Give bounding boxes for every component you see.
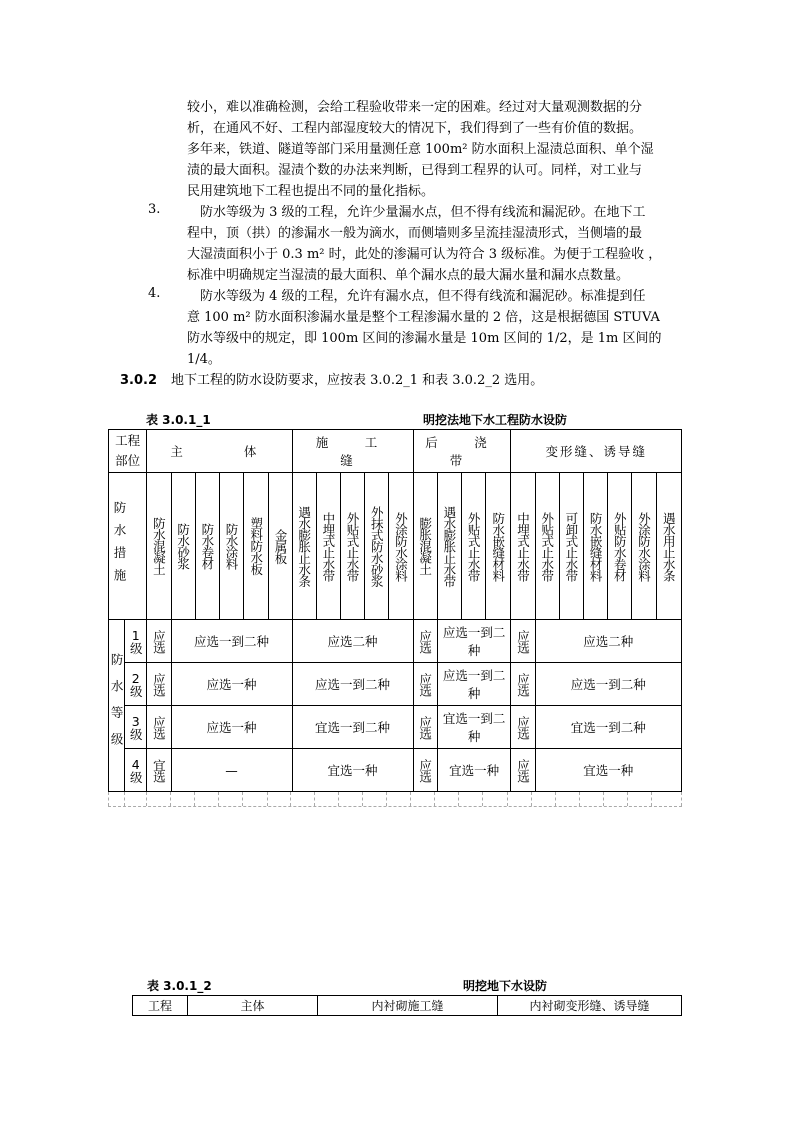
item-3-text <box>187 202 675 286</box>
level-name: 1级 <box>128 628 144 654</box>
measure: 防水嵌缝材料 <box>588 511 604 581</box>
joint-req: 宜选一到二种 <box>292 706 413 749</box>
def-first: 应选 <box>515 758 531 782</box>
measure: 防水涂料 <box>224 523 240 569</box>
measure: 外涂防水涂料 <box>393 511 409 581</box>
main-rest: 应选一到二种 <box>171 620 292 663</box>
def-rest: 宜选一种 <box>535 749 681 792</box>
para-line: 多年来，铁道、隧道等部门采用量测任意 100m² 防水面积上湿渍总面积、单个湿 <box>187 142 654 157</box>
measure-cell <box>269 473 292 620</box>
main-rest: 应选一种 <box>171 706 292 749</box>
post-first-cell <box>413 706 437 749</box>
main-first-cell <box>147 749 171 792</box>
measure: 中埋式止水带 <box>515 511 531 581</box>
measure-cell <box>292 473 316 620</box>
table2-header: 内衬砌施工缝 <box>318 996 498 1016</box>
table1-label: 表 3.0.1_1 <box>146 413 211 427</box>
measure: 可卸式止水带 <box>563 511 579 581</box>
post-first: 应选 <box>417 672 433 696</box>
item-4-text <box>187 286 675 370</box>
post-first-cell <box>413 749 437 792</box>
level-name: 2级 <box>128 671 144 697</box>
level-cell <box>125 706 147 749</box>
para-line: 1/4。 <box>187 352 221 367</box>
measure-cell <box>632 473 656 620</box>
measure-cell <box>195 473 219 620</box>
para-line: 标准中明确规定当湿渍的最大面积、单个漏水点的最大漏水量和漏水点数量。 <box>187 268 630 283</box>
measure: 防水混凝土 <box>151 517 167 575</box>
main-first: 应选 <box>151 672 167 696</box>
para-line: 析，在通风不好、工程内部湿度较大的情况下，我们得到了一些有价值的数据。 <box>187 121 643 136</box>
main-first-cell <box>147 663 171 706</box>
def-first-cell <box>511 663 535 706</box>
measure-cell <box>171 473 195 620</box>
def-rest: 应选二种 <box>535 620 681 663</box>
post-rest: 应选一到二种 <box>437 620 511 663</box>
def-rest: 宜选一到二种 <box>535 706 681 749</box>
measure-cell <box>559 473 583 620</box>
table2-label: 表 3.0.1_2 <box>147 979 212 993</box>
measure: 防水卷材 <box>199 523 215 569</box>
post-first: 应选 <box>417 758 433 782</box>
item-3-number: 3. <box>148 202 161 217</box>
def-first: 应选 <box>515 715 531 739</box>
level-cell <box>125 663 147 706</box>
section-text: 地下工程的防水设防要求，应按表 3.0.2_1 和表 3.0.2_2 选用。 <box>171 373 544 388</box>
level-name: 3级 <box>128 714 144 740</box>
table2-title: 明挖地下水设防 <box>463 979 548 993</box>
para-line: 意 100 m² 防水面积渗漏水量是整个工程渗漏水量的 2 倍，这是根据德国 STUVA <box>187 310 660 325</box>
level-label: 防水等级 <box>109 652 125 759</box>
main-first-cell <box>147 620 171 663</box>
post-rest: 宜选一到二种 <box>437 706 511 749</box>
measure-cell <box>486 473 511 620</box>
item-4-number: 4. <box>148 286 161 301</box>
measure: 金属板 <box>272 528 288 564</box>
joint-req: 宜选一种 <box>292 749 413 792</box>
group-construction-joint: 施 工 缝 <box>292 430 413 473</box>
measure-cell <box>244 473 269 620</box>
measure-label-cell <box>109 473 147 620</box>
table2 <box>132 995 682 1016</box>
measure-cell <box>340 473 364 620</box>
para-line: 防水等级中的规定，即 100m 区间的渗漏水量是 10m 区间的 1/2，是 1m 区间的 <box>187 331 662 346</box>
section-number: 3.0.2 <box>120 373 158 388</box>
post-first-cell <box>413 620 437 663</box>
measure: 外贴式止水带 <box>466 511 482 581</box>
measure: 防水砂浆 <box>175 523 191 569</box>
table1-corner: 工程部位 <box>109 430 147 473</box>
para-line: 民用建筑地下工程也提出不同的量化指标。 <box>187 184 435 199</box>
table2-header: 主体 <box>188 996 318 1016</box>
measure: 防水嵌缝材料 <box>490 511 506 581</box>
para-line: 防水等级为 3 级的工程，允许少量漏水点，但不得有线流和漏泥砂。在地下工 <box>187 205 646 220</box>
main-first: 宜选 <box>151 758 167 782</box>
group-main: 主 体 <box>147 430 292 473</box>
measure: 外抹式防水砂浆 <box>369 505 385 587</box>
post-rest: 应选一到二种 <box>437 663 511 706</box>
para-line: 渍的最大面积。湿渍个数的办法来判断，已得到工程界的认可。同样，对工业与 <box>187 163 643 178</box>
measure: 中埋式止水带 <box>320 511 336 581</box>
post-first-cell <box>413 663 437 706</box>
level-cell <box>125 749 147 792</box>
measure-cell <box>461 473 485 620</box>
measure-cell <box>584 473 608 620</box>
section-3-0-2 <box>120 369 543 388</box>
level-name: 4级 <box>128 757 144 783</box>
table2-header: 内衬砌变形缝、诱导缝 <box>498 996 682 1016</box>
measure-cell <box>147 473 171 620</box>
main-first: 应选 <box>151 629 167 653</box>
measure-cell <box>535 473 559 620</box>
joint-req: 应选一到二种 <box>292 663 413 706</box>
measure: 外贴式止水带 <box>539 511 555 581</box>
measure-cell <box>389 473 413 620</box>
para-line: 大湿渍面积小于 0.3 m² 时，此处的渗漏可认为符合 3 级标准。为便于工程验收 ， <box>187 247 662 262</box>
def-first: 应选 <box>515 629 531 653</box>
main-rest: — <box>171 749 292 792</box>
measure: 遇水膨胀止水条 <box>296 505 312 587</box>
measure-cell <box>511 473 535 620</box>
main-rest: 应选一种 <box>171 663 292 706</box>
table1-dotted-row <box>108 792 682 807</box>
measure-cell <box>608 473 632 620</box>
group-post-cast-strip: 后 浇 带 <box>413 430 511 473</box>
level-label-cell <box>109 620 125 792</box>
main-first-cell <box>147 706 171 749</box>
joint-req: 应选二种 <box>292 620 413 663</box>
def-first: 应选 <box>515 672 531 696</box>
table2-header: 工程 <box>133 996 188 1016</box>
measure: 外贴式止水带 <box>345 511 361 581</box>
paragraph-intro <box>187 97 675 202</box>
level-cell <box>125 620 147 663</box>
para-line: 防水等级为 4 级的工程，允许有漏水点，但不得有线流和漏泥砂。标准提到任 <box>187 289 646 304</box>
def-first-cell <box>511 706 535 749</box>
measure: 遇水用止水条 <box>661 511 677 581</box>
measure-cell <box>316 473 340 620</box>
measure-cell <box>219 473 243 620</box>
measure: 外贴防水卷材 <box>612 511 628 581</box>
measure: 遇水膨胀止水带 <box>441 505 457 587</box>
measure-cell <box>656 473 681 620</box>
table1-title: 明挖法地下水工程防水设防 <box>423 413 568 427</box>
measure-label: 防水措施 <box>112 501 127 591</box>
measure: 外涂防水涂料 <box>636 511 652 581</box>
def-rest: 应选一到二种 <box>535 663 681 706</box>
measure-cell <box>437 473 461 620</box>
para-line: 较小，难以准确检测，会给工程验收带来一定的困难。经过对大量观测数据的分 <box>187 100 643 115</box>
main-first: 应选 <box>151 715 167 739</box>
measure: 塑料防水板 <box>248 517 264 575</box>
measure: 膨胀混凝土 <box>417 517 433 575</box>
para-line: 程中，顶（拱）的渗漏水一般为滴水，而侧墙则多呈流挂湿渍形式，当侧墙的最 <box>187 226 643 241</box>
table1 <box>108 429 682 792</box>
post-rest: 宜选一种 <box>437 749 511 792</box>
group-deformation-joint: 变形缝、诱导缝 <box>511 430 682 473</box>
post-first: 应选 <box>417 715 433 739</box>
post-first: 应选 <box>417 629 433 653</box>
measure-cell <box>365 473 389 620</box>
measure-cell <box>413 473 437 620</box>
def-first-cell <box>511 620 535 663</box>
def-first-cell <box>511 749 535 792</box>
